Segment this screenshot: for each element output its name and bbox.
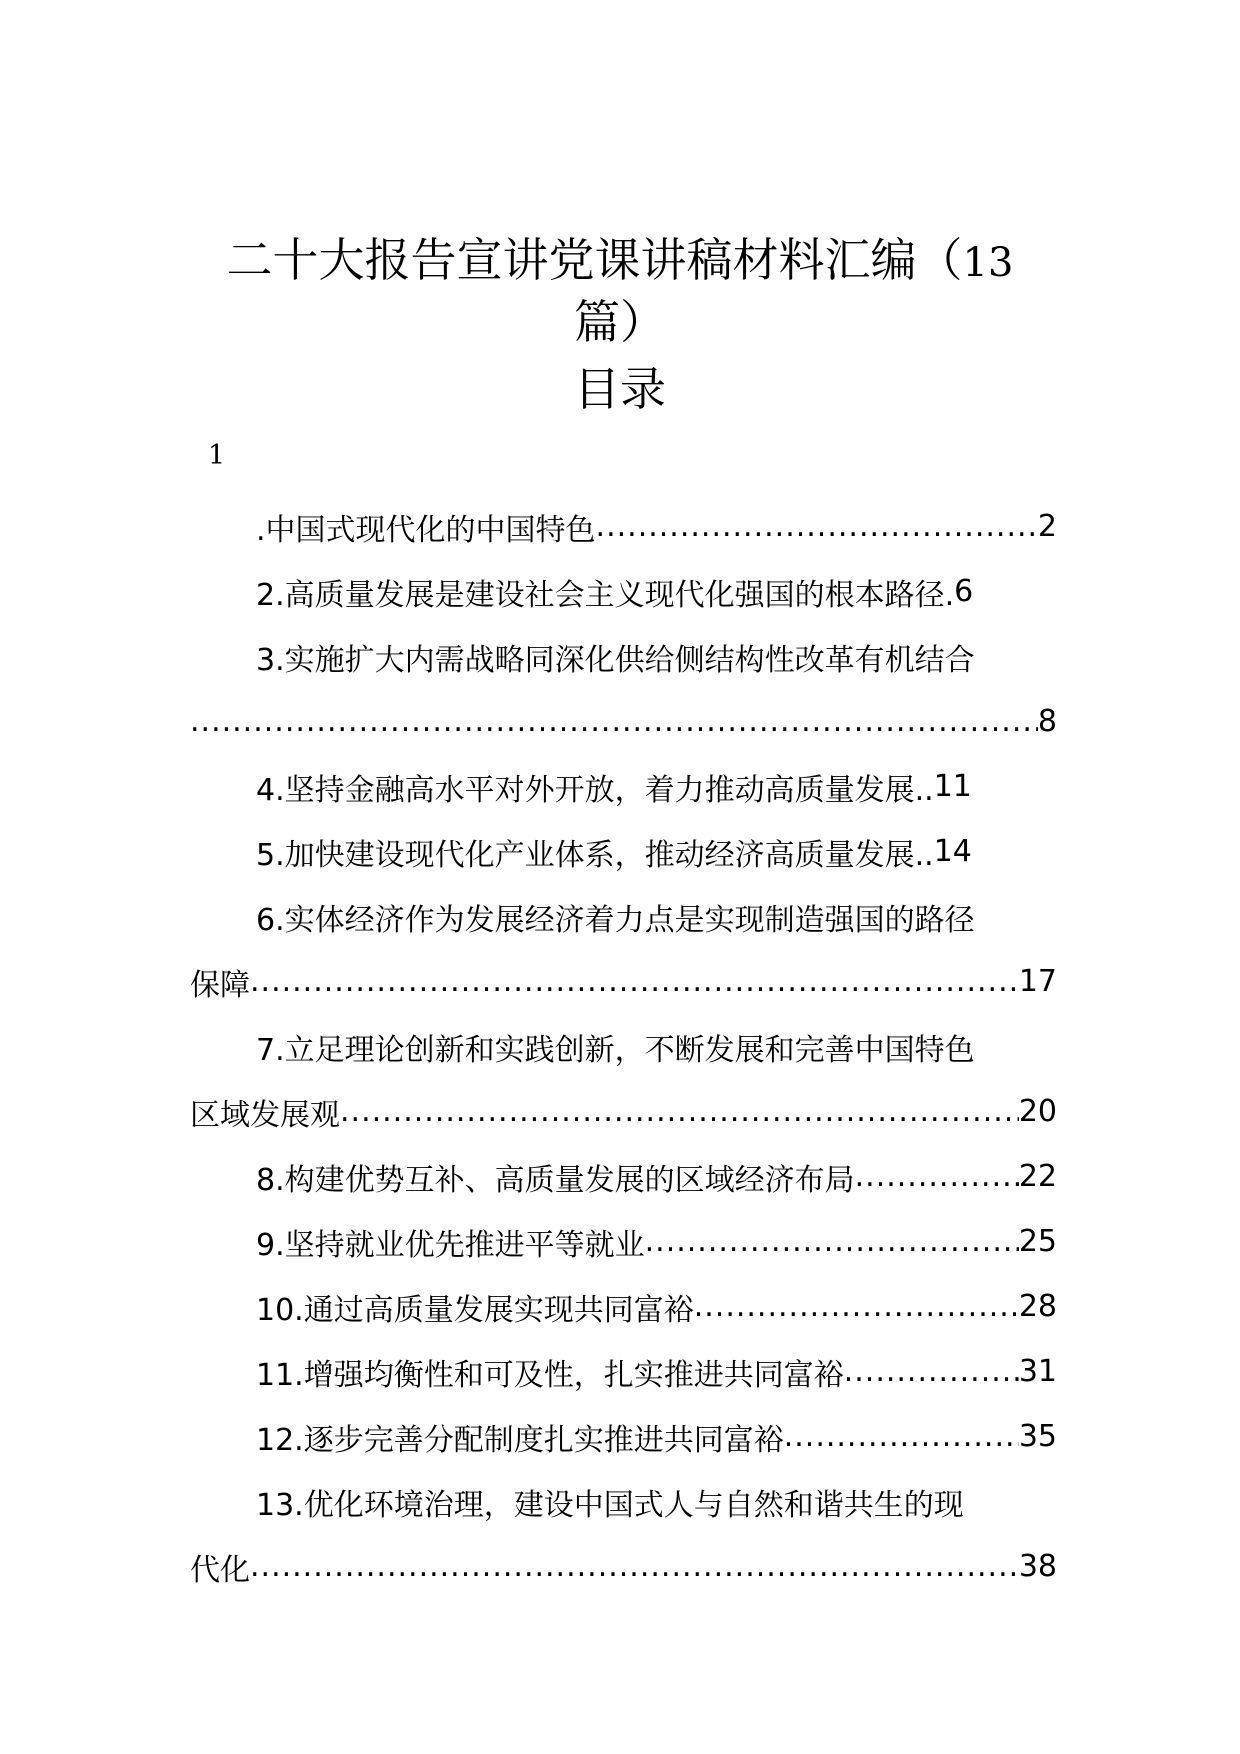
toc-entry-page: 38 <box>1018 1549 1057 1584</box>
toc-entry-3-continued[interactable] <box>190 689 1057 754</box>
toc-entry-title-continued: 保障 <box>190 967 250 1003</box>
list-marker: 1 <box>208 440 226 471</box>
dot-leader <box>844 1354 1019 1389</box>
toc-entry-page: 6 <box>954 574 974 609</box>
dot-leader <box>784 1419 1019 1454</box>
dot-leader <box>645 1224 1019 1259</box>
dot-leader <box>596 509 1038 544</box>
toc-entry-6-continued[interactable] <box>190 949 1057 1014</box>
toc-entry-page: 11 <box>933 769 972 804</box>
toc-entry-11[interactable] <box>190 1339 1057 1404</box>
table-of-contents <box>190 494 1057 1599</box>
toc-heading: 目录 <box>574 362 666 416</box>
toc-entry-title-continued: 区域发展观 <box>190 1097 340 1133</box>
toc-entry-title: 11.增强均衡性和可及性，扎实推进共同富裕 <box>256 1357 844 1393</box>
toc-entry-page: 28 <box>1018 1289 1057 1324</box>
toc-entry-1[interactable] <box>190 494 1057 559</box>
title-count: 13 <box>962 240 1014 286</box>
toc-entry-title-continued: 代化 <box>190 1552 250 1588</box>
toc-entry-title: 7.立足理论创新和实践创新，不断发展和完善中国特色 <box>256 1032 975 1068</box>
toc-entry-page: 8 <box>1037 704 1057 739</box>
title-text: 二十大报告宣讲党课讲稿材料汇编（ <box>226 233 963 287</box>
toc-entry-8[interactable] <box>190 1144 1057 1209</box>
toc-entry-title: 13.优化环境治理，建设中国式人与自然和谐共生的现 <box>256 1487 964 1523</box>
toc-entry-title: 4.坚持金融高水平对外开放，着力推动高质量发展.. <box>256 772 934 808</box>
dot-leader <box>855 1159 1019 1194</box>
toc-entry-4[interactable] <box>190 754 1057 819</box>
toc-entry-13-continued[interactable] <box>190 1534 1057 1599</box>
toc-entry-title: 2.高质量发展是建设社会主义现代化强国的根本路径. <box>256 577 955 613</box>
toc-entry-title: 12.逐步完善分配制度扎实推进共同富裕 <box>256 1422 784 1458</box>
toc-entry-6[interactable] <box>190 884 1057 949</box>
toc-entry-page: 31 <box>1018 1354 1057 1389</box>
toc-entry-3[interactable] <box>190 624 1057 689</box>
toc-entry-page: 25 <box>1018 1224 1057 1259</box>
toc-entry-title: 10.通过高质量发展实现共同富裕 <box>256 1292 694 1328</box>
toc-entry-13[interactable] <box>190 1469 1057 1534</box>
toc-entry-title: 3.实施扩大内需战略同深化供给侧结构性改革有机结合 <box>256 642 975 678</box>
dot-leader <box>250 1549 1019 1584</box>
toc-entry-page: 2 <box>1037 509 1057 544</box>
toc-entry-page: 17 <box>1018 964 1057 999</box>
toc-entry-7-continued[interactable] <box>190 1079 1057 1144</box>
toc-entry-page: 14 <box>933 834 972 869</box>
toc-entry-5[interactable] <box>190 819 1057 884</box>
dot-leader <box>340 1094 1019 1129</box>
toc-entry-title: 6.实体经济作为发展经济着力点是实现制造强国的路径 <box>256 902 975 938</box>
toc-entry-title: 5.加快建设现代化产业体系，推动经济高质量发展.. <box>256 837 934 873</box>
toc-entry-page: 22 <box>1018 1159 1057 1194</box>
toc-entry-page: 20 <box>1018 1094 1057 1129</box>
toc-entry-12[interactable] <box>190 1404 1057 1469</box>
document-title-continued: 篇） <box>574 295 666 349</box>
dot-leader <box>250 964 1019 999</box>
toc-entry-10[interactable] <box>190 1274 1057 1339</box>
dot-leader <box>190 704 1038 739</box>
dot-leader <box>694 1289 1019 1324</box>
toc-entry-page: 35 <box>1018 1419 1057 1454</box>
toc-entry-title: 8.构建优势互补、高质量发展的区域经济布局 <box>256 1162 855 1198</box>
toc-entry-7[interactable] <box>190 1014 1057 1079</box>
document-title <box>0 228 1240 295</box>
toc-entry-title: .中国式现代化的中国特色 <box>256 512 596 548</box>
toc-entry-9[interactable] <box>190 1209 1057 1274</box>
toc-entry-2[interactable] <box>190 559 1057 624</box>
toc-entry-title: 9.坚持就业优先推进平等就业 <box>256 1227 645 1263</box>
